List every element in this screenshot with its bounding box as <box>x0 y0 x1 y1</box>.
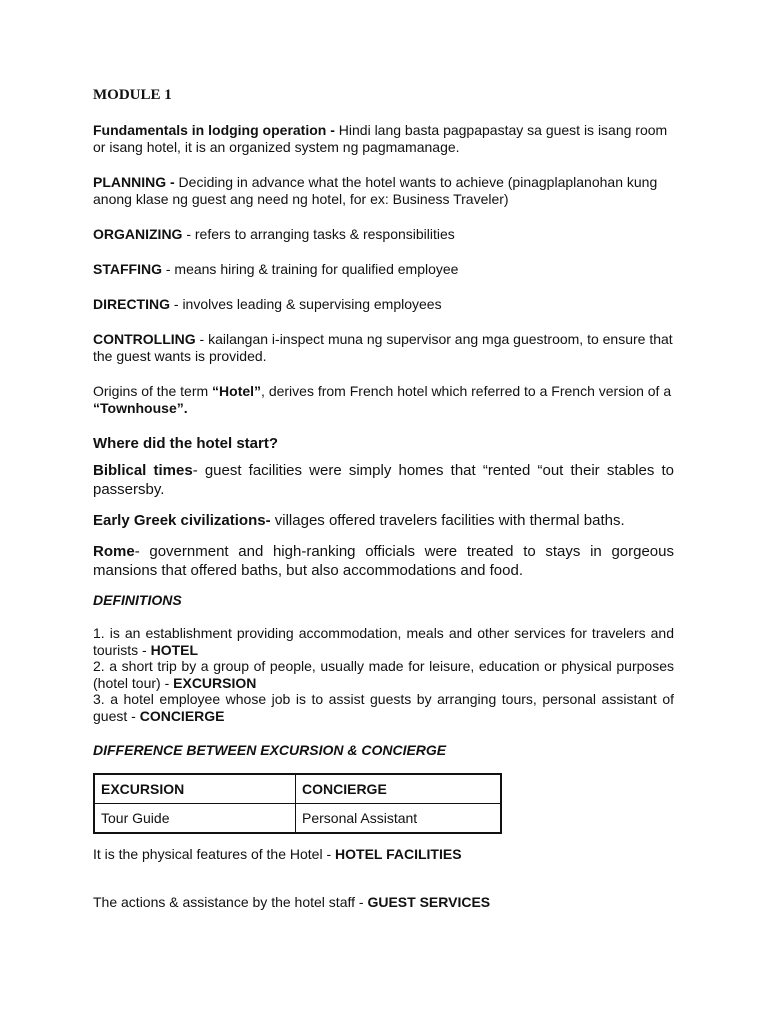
term: STAFFING <box>93 261 162 277</box>
facilities-answer: HOTEL FACILITIES <box>335 846 462 862</box>
paragraph-controlling <box>93 331 674 365</box>
facilities-line: It is the physical features of the Hotel - HOTEL FACILITIES <box>93 846 462 862</box>
definition-item: 3. a hotel employee whose job is to assist guests by arranging tours, personal assistant of guest - CONCIERGE <box>93 691 674 724</box>
table-header-row <box>94 774 501 804</box>
term: DIRECTING <box>93 296 170 312</box>
paragraph-staffing <box>93 261 674 278</box>
table-cell: Tour Guide <box>94 804 296 834</box>
services-line: The actions & assistance by the hotel staff - GUEST SERVICES <box>93 894 491 910</box>
definition: - guest facilities were simply homes that “rented “out their stables to passersby. <box>93 462 675 498</box>
paragraph-planning <box>93 174 674 208</box>
paragraph-origins <box>93 383 674 417</box>
difference-heading: DIFFERENCE BETWEEN EXCURSION & CONCIERGE <box>93 742 447 758</box>
definition-item: 1. is an establishment providing accommodation, meals and other services for travelers and tourists - HOTEL <box>93 625 674 658</box>
term: Fundamentals in lodging operation - <box>93 122 335 138</box>
history-rome <box>93 542 674 580</box>
definition: Deciding in advance what the hotel wants to achieve (pinagplaplanohan kung anong klase ng guest ang need ng hotel, for ex: Business Traveler) <box>93 174 658 207</box>
term: ORGANIZING <box>93 226 183 242</box>
term: Early Greek civilizations- <box>93 512 271 529</box>
term: CONTROLLING <box>93 331 196 347</box>
table-cell: Personal Assistant <box>296 804 502 834</box>
definition: Hindi lang basta pagpapastay sa guest is isang room or isang hotel, it is an organized system ng pagmamanage. <box>93 122 668 155</box>
table-header-cell: CONCIERGE <box>296 774 502 804</box>
definition-answer: HOTEL <box>150 641 199 658</box>
history-heading: Where did the hotel start? <box>93 435 279 452</box>
definitions-list <box>93 625 674 724</box>
difference-table <box>93 773 502 834</box>
definition: - government and high-ranking officials were treated to stays in gorgeous mansions that offered baths, but also accommodations and food. <box>93 543 674 579</box>
paragraph-fundamentals <box>93 122 674 156</box>
term: PLANNING - <box>93 174 175 190</box>
origins-townhouse: “Townhouse”. <box>93 400 188 416</box>
origins-mid: , derives from French hotel which referred to a French version of a <box>261 383 672 399</box>
definition-item: 2. a short trip by a group of people, usually made for leisure, education or physical purposes (hotel tour) - EXCURSION <box>93 658 674 691</box>
term: Biblical times <box>93 462 193 479</box>
history-biblical <box>93 461 674 499</box>
definitions-heading: DEFINITIONS <box>93 592 182 608</box>
definition: - refers to arranging tasks & responsibilities <box>182 226 455 242</box>
table-row <box>94 804 501 834</box>
services-answer: GUEST SERVICES <box>367 894 491 910</box>
paragraph-directing <box>93 296 674 313</box>
definition: - involves leading & supervising employees <box>170 296 442 312</box>
definition: villages offered travelers facilities with thermal baths. <box>270 512 625 529</box>
table-header-cell: EXCURSION <box>94 774 296 804</box>
definition: - kailangan i-inspect muna ng supervisor ang mga guestroom, to ensure that the guest wants is provided. <box>93 331 673 364</box>
paragraph-organizing <box>93 226 674 243</box>
definition-answer: EXCURSION <box>173 674 257 691</box>
origins-pre: Origins of the term <box>93 383 213 399</box>
history-greek <box>93 511 674 530</box>
module-title: MODULE 1 <box>93 87 172 103</box>
definition-answer: CONCIERGE <box>139 707 225 724</box>
term: Rome <box>93 543 135 560</box>
definition: - means hiring & training for qualified employee <box>161 261 459 277</box>
document-page <box>93 86 674 911</box>
origins-hotel: “Hotel” <box>212 383 262 399</box>
